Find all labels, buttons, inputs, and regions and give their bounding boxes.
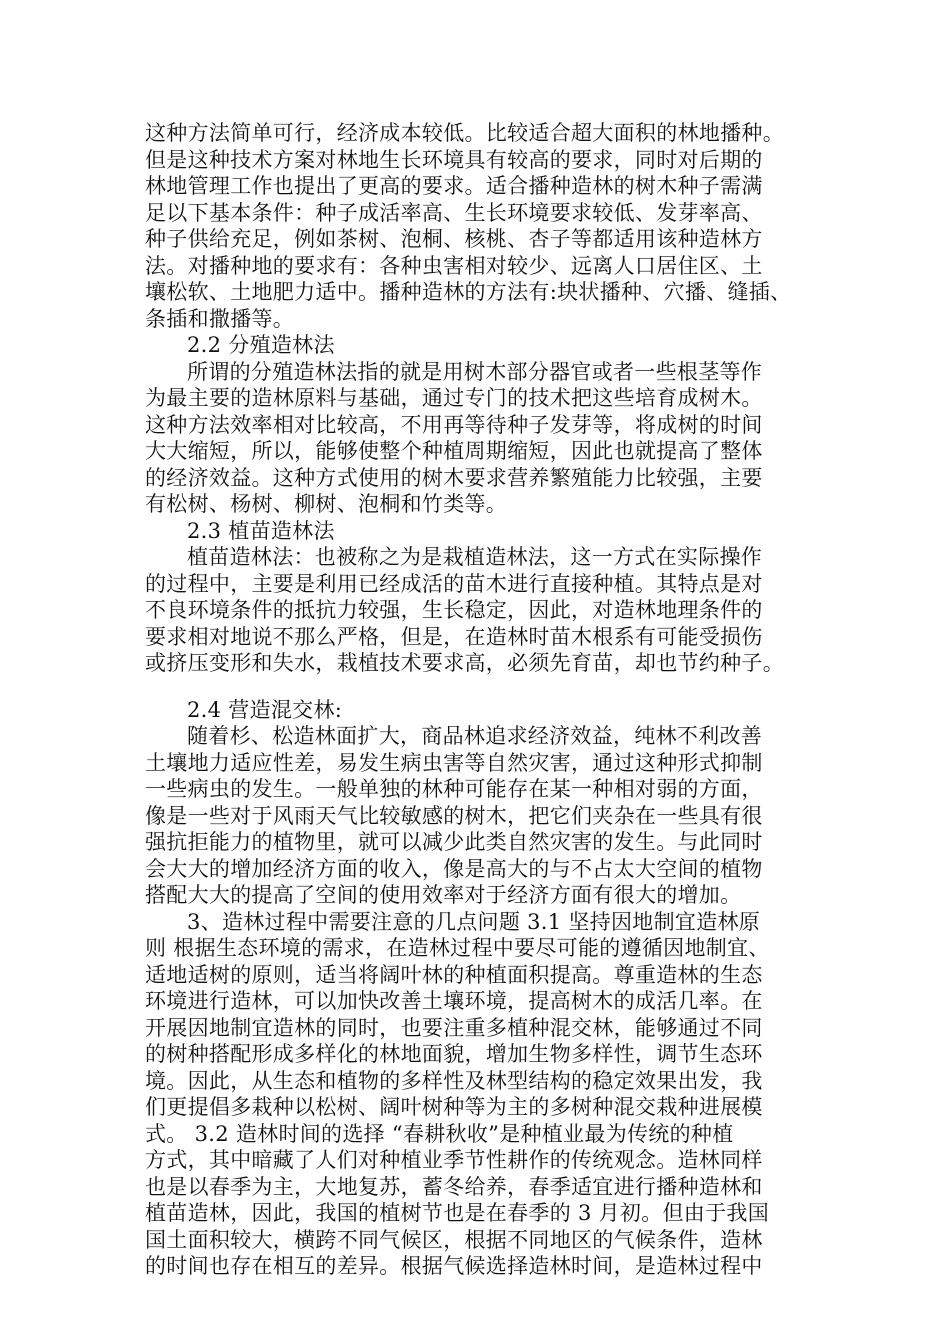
text-line: 林地管理工作也提出了更高的要求。适合播种造林的树木种子需满 bbox=[145, 174, 763, 198]
text-line: 会大大的增加经济方面的收入，像是高大的与不占太大空间的植物 bbox=[145, 856, 763, 881]
text-line: 随着杉、松造林面扩大，商品林追求经济效益，纯林不利改善 bbox=[187, 724, 763, 748]
paragraph-gap bbox=[145, 677, 810, 697]
text-line: 有松树、杨树、柳树、泡桐和竹类等。 bbox=[145, 492, 508, 516]
text-line: 环境进行造林，可以加快改善土壤环境，提高树木的成活几率。在 bbox=[145, 989, 763, 1013]
text-line: 大大缩短，所以，能够使整个种植周期缩短，因此也就提高了整体 bbox=[145, 439, 763, 463]
text-line: 不良环境条件的抵抗力较强，生长稳定，因此，对造林地理条件的 bbox=[145, 598, 763, 622]
text-line: 要求相对地说不那么严格，但是，在造林时苗木根系有可能受损伤 bbox=[145, 624, 763, 649]
text-line: 方式，其中暗藏了人们对种植业季节性耕作的传统观念。造林同样 bbox=[145, 1148, 763, 1172]
text-line: 3、造林过程中需要注意的几点问题 3.1 坚持因地制宜造林原 bbox=[187, 909, 761, 934]
text-line: 为最主要的造林原料与基础，通过专门的技术把这些培育成树木。 bbox=[145, 386, 763, 410]
text-line: 2.3 植苗造林法 bbox=[187, 518, 335, 543]
text-line: 这种方法简单可行，经济成本较低。比较适合超大面积的林地播种。 bbox=[145, 121, 784, 145]
text-line: 植苗造林，因此，我国的植树节也是在春季的 3 月初。但由于我国 bbox=[145, 1201, 770, 1225]
text-line: 搭配大大的提高了空间的使用效率对于经济方面有很大的增加。 bbox=[145, 883, 742, 907]
text-line: 法。对播种地的要求有：各种虫害相对较少、远离人口居住区、土 bbox=[145, 253, 763, 278]
text-line: 2.4 营造混交林: bbox=[187, 697, 343, 722]
text-line: 所谓的分殖造林法指的就是用树木部分器官或者一些根茎等作 bbox=[187, 359, 763, 384]
text-line: 或挤压变形和失水，栽植技术要求高，必须先育苗，却也节约种子。 bbox=[145, 651, 784, 675]
text-line: 足以下基本条件：种子成活率高、生长环境要求较低、发芽率高、 bbox=[145, 200, 763, 225]
text-line: 式。 3.2 造林时间的选择 “春耕秋收”是种植业最为传统的种植 bbox=[145, 1121, 734, 1146]
text-line: 的时间也存在相互的差异。根据气候选择造林时间，是造林过程中 bbox=[145, 1254, 763, 1278]
text-line: 土壤地力适应性差，易发生病虫害等自然灾害，通过这种形式抑制 bbox=[145, 750, 763, 775]
text-line: 的过程中，主要是利用已经成活的苗木进行直接种植。其特点是对 bbox=[145, 571, 763, 596]
text-line: 植苗造林法：也被称之为是栽植造林法，这一方式在实际操作 bbox=[187, 545, 763, 569]
text-line: 适地适树的原则，适当将阔叶林的种植面积提高。尊重造林的生态 bbox=[145, 962, 763, 987]
text-line: 种子供给充足，例如茶树、泡桐、核桃、杏子等都适用该种造林方 bbox=[145, 227, 763, 251]
text-line: 开展因地制宜造林的同时，也要注重多植种混交林，能够通过不同 bbox=[145, 1015, 763, 1040]
text-line: 像是一些对于风雨天气比较敏感的树木，把它们夹杂在一些具有很 bbox=[145, 803, 763, 828]
text-line: 的树种搭配形成多样化的林地面貌，增加生物多样性，调节生态环 bbox=[145, 1042, 763, 1066]
document-body bbox=[145, 120, 810, 1280]
text-line: 的经济效益。这种方式使用的树木要求营养繁殖能力比较强，主要 bbox=[145, 465, 763, 490]
text-line: 这种方法效率相对比较高，不用再等待种子发芽等，将成树的时间 bbox=[145, 412, 763, 437]
text-line: 国土面积较大，横跨不同气候区，根据不同地区的气候条件，造林 bbox=[145, 1227, 763, 1252]
text-line: 条插和撒播等。 bbox=[145, 306, 295, 331]
text-line: 境。因此，从生态和植物的多样性及林型结构的稳定效果出发，我 bbox=[145, 1068, 763, 1093]
text-line: 2.2 分殖造林法 bbox=[187, 333, 335, 357]
text-line: 但是这种技术方案对林地生长环境具有较高的要求，同时对后期的 bbox=[145, 147, 763, 172]
text-line: 强抗拒能力的植物里，就可以减少此类自然灾害的发生。与此同时 bbox=[145, 830, 763, 854]
text-line: 一些病虫的发生。一般单独的林种可能存在某一种相对弱的方面， bbox=[145, 777, 763, 801]
text-line: 也是以春季为主，大地复苏，蓄冬给养，春季适宜进行播种造林和 bbox=[145, 1174, 763, 1199]
text-line: 则 根据生态环境的需求，在造林过程中要尽可能的遵循因地制宜、 bbox=[145, 936, 770, 960]
text-line: 壤松软、土地肥力适中。播种造林的方法有:块状播种、穴播、缝插、 bbox=[145, 280, 792, 304]
text-line: 们更提倡多栽种以松树、阔叶树种等为主的多树种混交栽种进展模 bbox=[145, 1095, 763, 1119]
